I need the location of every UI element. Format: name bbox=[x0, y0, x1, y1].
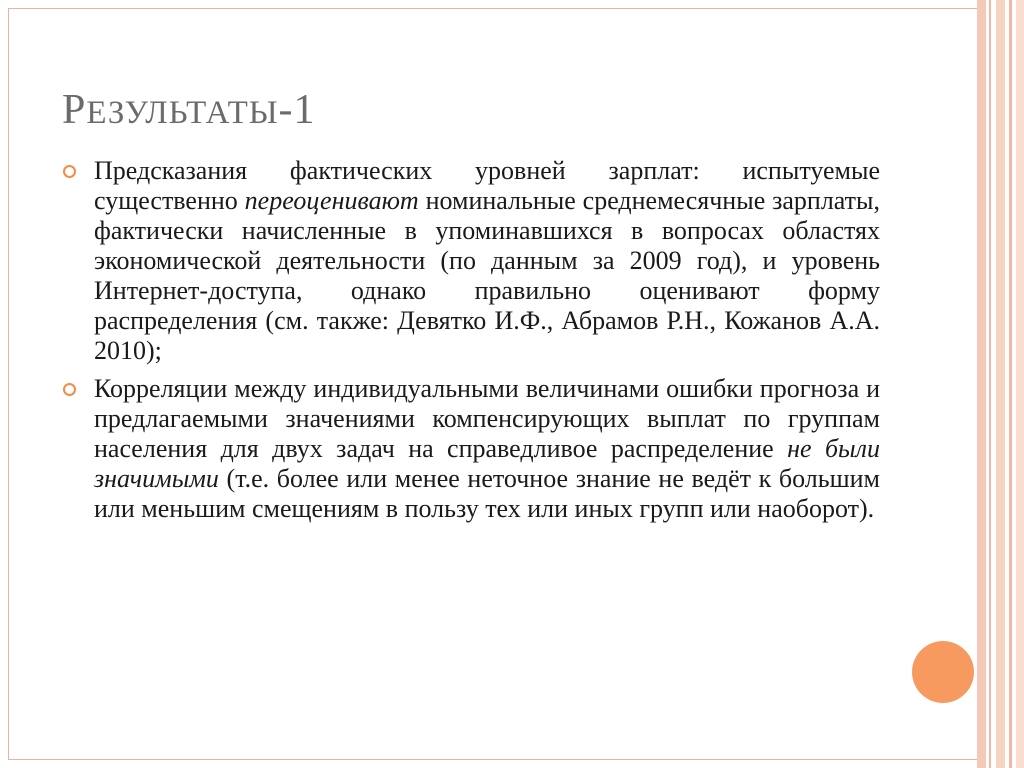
decorative-stripe bbox=[989, 0, 991, 768]
slide-title-initial: Р bbox=[62, 87, 87, 133]
text-segment: номинальные среднемесячные зарплаты, фактически начисленные в упоминавшихся в вопросах областях экономической деятельности (по данным за 2009 год), и уровень Интернет-доступа, однако правильно оценивают форму распределения (см. также: Девятко И.Ф., Абрамов Р.Н., Кожанов А.А. 2010); bbox=[94, 186, 880, 365]
decorative-stripe bbox=[996, 0, 1005, 768]
bullet-item bbox=[62, 374, 880, 524]
decorative-circle bbox=[912, 641, 974, 703]
bullet-circle-icon bbox=[63, 383, 76, 396]
bullet-item bbox=[62, 156, 880, 366]
text-segment: (т.е. более или менее неточное знание не ведёт к большим или меньшим смещениям в пользу тех или иных групп или наоборот). bbox=[94, 464, 880, 523]
bullet-text bbox=[94, 374, 880, 524]
decorative-stripe bbox=[1009, 0, 1012, 768]
text-segment-italic: переоценивают bbox=[244, 186, 419, 215]
bullet-circle-icon bbox=[63, 165, 76, 178]
text-segment-italic: не были значимыми bbox=[94, 434, 880, 493]
slide-title-rest: ЕЗУЛЬТАТЫ bbox=[86, 95, 279, 131]
decorative-stripe bbox=[977, 0, 986, 768]
text-segment: Корреляции между индивидуальными величинами ошибки прогноза и предлагаемыми значениями компенсирующих выплат по группам населения для двух задач на справедливое распределение bbox=[94, 374, 880, 463]
decorative-stripe bbox=[1016, 0, 1024, 768]
text-segment: Предсказания фактических уровней зарплат: испытуемые существенно bbox=[94, 156, 880, 215]
bullet-list bbox=[62, 156, 880, 532]
bullet-text bbox=[94, 156, 880, 366]
slide-title bbox=[62, 86, 316, 134]
slide-title-suffix: -1 bbox=[278, 87, 316, 133]
